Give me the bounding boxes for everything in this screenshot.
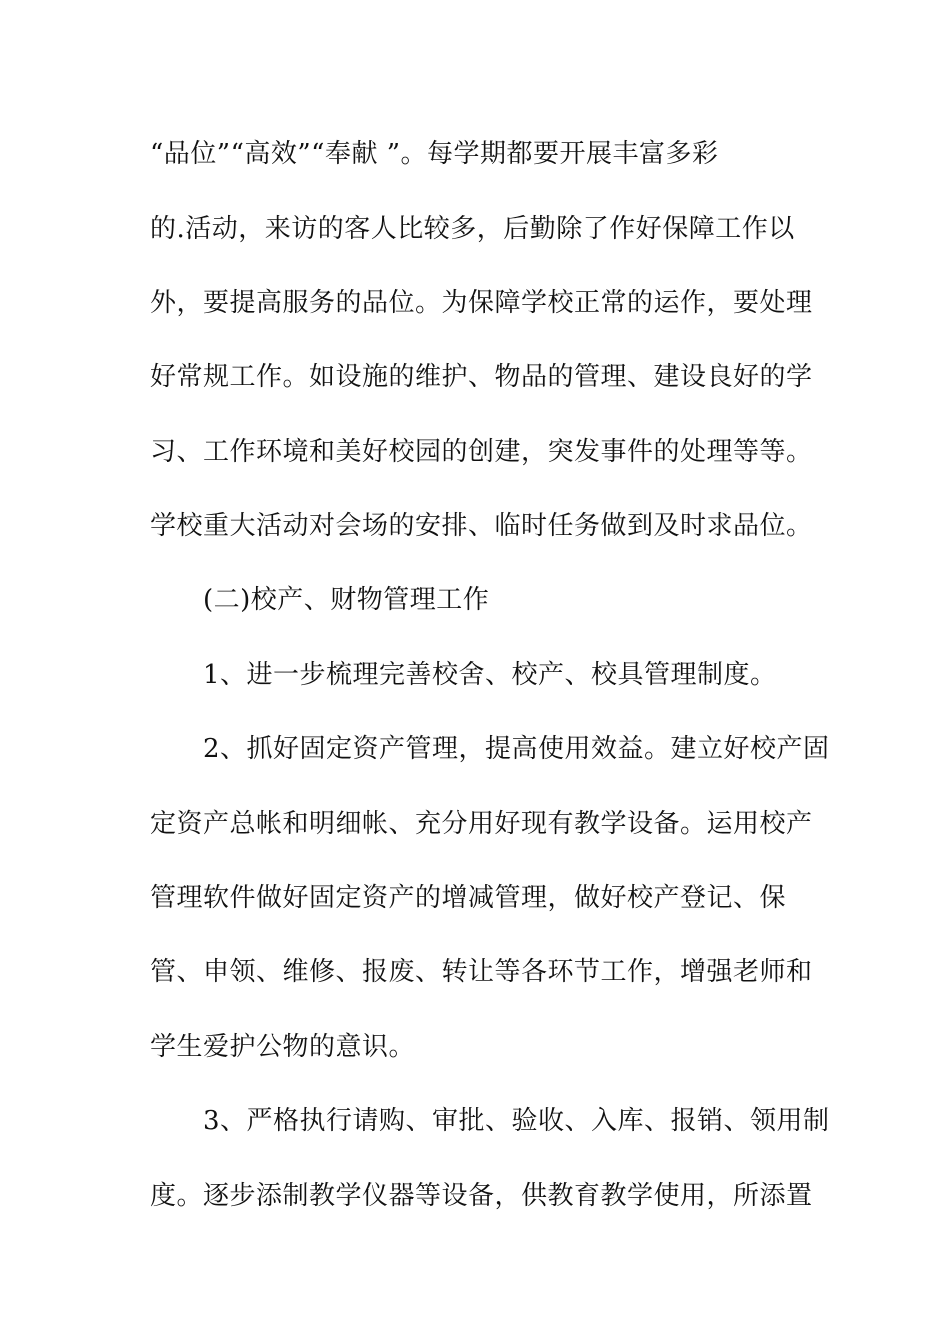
text-line: 管、申领、维修、报废、转让等各环节工作，增强老师和 (150, 957, 813, 987)
text-line: 好常规工作。如设施的维护、物品的管理、建设良好的学 (150, 362, 813, 392)
section-heading: (二)校产、财物管理工作 (203, 585, 490, 615)
text-line: 管理软件做好固定资产的增减管理，做好校产登记、保 (150, 883, 787, 913)
text-line: 3、严格执行请购、审批、验收、入库、报销、领用制 (203, 1106, 830, 1136)
text-line: 的.活动，来访的客人比较多，后勤除了作好保障工作以 (150, 214, 795, 244)
text-line: 1、进一步梳理完善校舍、校产、校具管理制度。 (203, 660, 777, 690)
text-line: 学生爱护公物的意识。 (150, 1032, 416, 1062)
text-line: 学校重大活动对会场的安排、临时任务做到及时求品位。 (150, 511, 813, 541)
text-line: 习、工作环境和美好校园的创建，突发事件的处理等等。 (150, 437, 813, 467)
text-line: 度。逐步添制教学仪器等设备，供教育教学使用，所添置 (150, 1181, 813, 1211)
text-line: 外，要提高服务的品位。为保障学校正常的运作，要处理 (150, 288, 813, 318)
text-line: “品位”“高效”“奉献 ”。每学期都要开展丰富多彩 (150, 139, 719, 169)
text-line: 定资产总帐和明细帐、充分用好现有教学设备。运用校产 (150, 809, 813, 839)
text-line: 2、抓好固定资产管理，提高使用效益。建立好校产固 (203, 734, 830, 764)
